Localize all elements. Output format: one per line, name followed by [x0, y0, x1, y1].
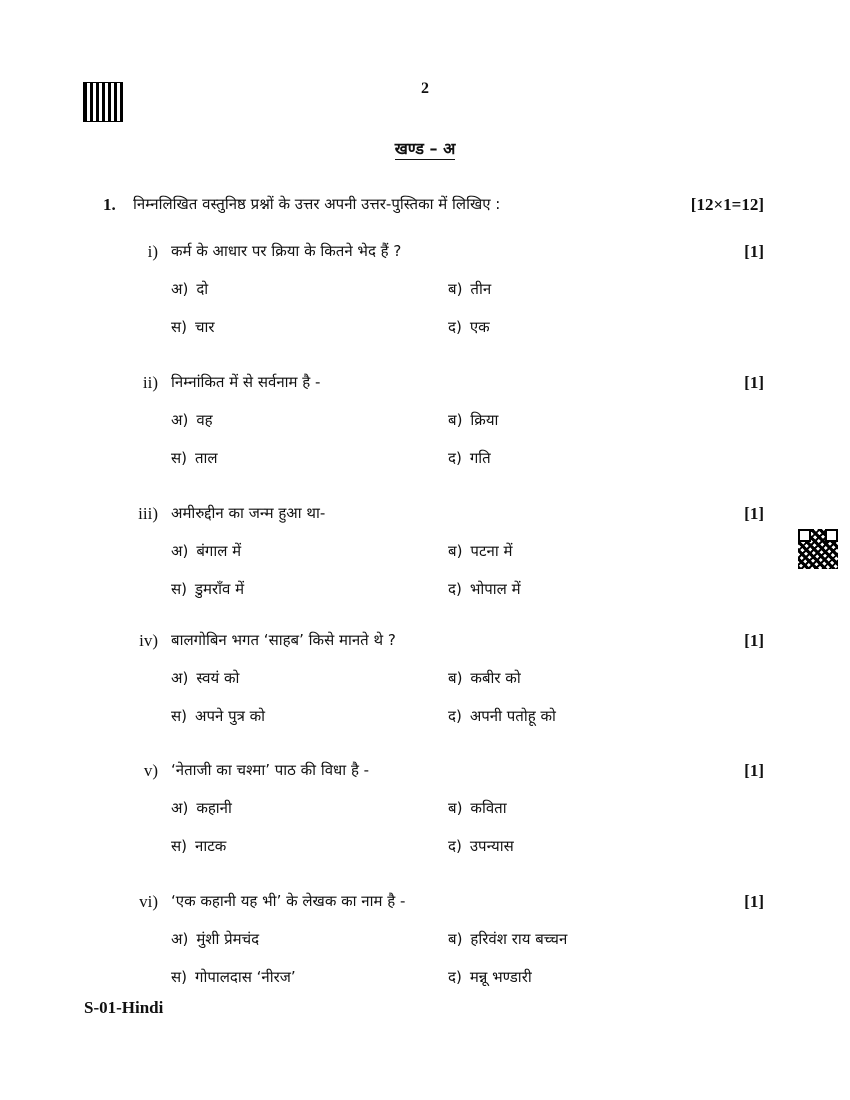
option-label: द): [448, 707, 462, 725]
option-b: [448, 410, 498, 430]
option-a: [171, 668, 239, 688]
question-number: iii): [138, 504, 158, 523]
option-text: क्रिया: [470, 411, 499, 429]
option-label: द): [448, 968, 462, 986]
question-text: ‘नेताजी का चश्मा’ पाठ की विधा है -: [171, 761, 370, 779]
option-label: ब): [448, 280, 463, 298]
option-text: बंगाल में: [196, 542, 242, 560]
question-marks: [1]: [744, 242, 764, 261]
option-d: [448, 448, 491, 468]
option-text: भोपाल में: [469, 580, 521, 598]
option-label: अ): [171, 280, 189, 298]
option-text: एक: [469, 318, 490, 336]
option-label: द): [448, 580, 462, 598]
option-label: द): [448, 318, 462, 336]
question-number: iv): [139, 631, 158, 650]
main-question-number: 1.: [103, 195, 116, 214]
option-label: अ): [171, 799, 189, 817]
option-text: गोपालदास ‘नीरज’: [195, 968, 296, 986]
option-c: [171, 706, 265, 726]
option-text: कविता: [470, 799, 507, 817]
qr-code-side: [798, 529, 838, 569]
option-text: चार: [195, 318, 215, 336]
question-text: निम्नांकित में से सर्वनाम है -: [171, 373, 321, 391]
option-text: मुंशी प्रेमचंद: [196, 930, 260, 948]
option-label: अ): [171, 930, 189, 948]
option-label: स): [171, 580, 187, 598]
question-marks: [1]: [744, 631, 764, 650]
option-text: नाटक: [195, 837, 227, 855]
option-d: [448, 317, 490, 337]
option-b: [448, 798, 507, 818]
question-marks: [1]: [744, 892, 764, 911]
option-b: [448, 929, 567, 949]
option-text: अपनी पतोहू को: [469, 707, 556, 725]
option-text: वह: [196, 411, 213, 429]
option-text: कबीर को: [470, 669, 521, 687]
option-c: [171, 836, 226, 856]
question-number: i): [147, 242, 158, 261]
option-a: [171, 798, 232, 818]
option-label: अ): [171, 669, 189, 687]
question-number: ii): [142, 373, 158, 392]
option-label: स): [171, 449, 187, 467]
footer-code: S-01-Hindi: [84, 998, 164, 1017]
option-text: कहानी: [196, 799, 232, 817]
option-a: [171, 410, 213, 430]
option-label: अ): [171, 411, 189, 429]
option-label: ब): [448, 930, 463, 948]
question-text: ‘एक कहानी यह भी’ के लेखक का नाम है -: [171, 892, 406, 910]
option-c: [171, 967, 296, 987]
option-text: मन्नू भण्डारी: [469, 968, 532, 986]
option-label: द): [448, 837, 462, 855]
option-c: [171, 317, 215, 337]
option-text: तीन: [470, 280, 492, 298]
option-d: [448, 836, 514, 856]
option-label: स): [171, 837, 187, 855]
question-number: v): [143, 761, 158, 780]
option-label: द): [448, 449, 462, 467]
option-d: [448, 579, 521, 599]
option-c: [171, 579, 244, 599]
option-b: [448, 279, 491, 299]
option-text: गति: [469, 449, 491, 467]
section-title: [0, 137, 850, 159]
option-label: ब): [448, 542, 463, 560]
option-text: अपने पुत्र को: [195, 707, 266, 725]
question-marks: [1]: [744, 373, 764, 392]
option-text: उपन्यास: [469, 837, 514, 855]
option-a: [171, 279, 208, 299]
main-question-marks: [12×1=12]: [690, 195, 764, 214]
option-text: डुमराँव में: [195, 580, 245, 598]
question-number: vi): [139, 892, 158, 911]
option-label: अ): [171, 542, 189, 560]
option-text: हरिवंश राय बच्चन: [470, 930, 568, 948]
page-number: 2: [421, 80, 429, 97]
option-b: [448, 541, 512, 561]
option-label: ब): [448, 411, 463, 429]
question-text: अमीरुद्दीन का जन्म हुआ था-: [171, 504, 326, 522]
question-marks: [1]: [744, 504, 764, 523]
option-label: स): [171, 707, 187, 725]
option-label: ब): [448, 669, 463, 687]
question-text: बालगोबिन भगत ‘साहब’ किसे मानते थे ?: [171, 631, 396, 649]
question-text: कर्म के आधार पर क्रिया के कितने भेद हैं ?: [171, 242, 402, 260]
main-question-text: निम्नलिखित वस्तुनिष्ठ प्रश्नों के उत्तर अपनी उत्तर-पुस्तिका में लिखिए :: [133, 195, 501, 213]
option-d: [448, 706, 556, 726]
option-label: ब): [448, 799, 463, 817]
option-text: ताल: [195, 449, 218, 467]
option-b: [448, 668, 521, 688]
option-d: [448, 967, 532, 987]
option-a: [171, 541, 241, 561]
question-marks: [1]: [744, 761, 764, 780]
option-text: स्वयं को: [196, 669, 240, 687]
option-a: [171, 929, 259, 949]
option-text: दो: [196, 280, 209, 298]
option-label: स): [171, 968, 187, 986]
option-text: पटना में: [470, 542, 513, 560]
option-c: [171, 448, 218, 468]
option-label: स): [171, 318, 187, 336]
section-title-text: खण्ड – अ: [394, 139, 456, 158]
